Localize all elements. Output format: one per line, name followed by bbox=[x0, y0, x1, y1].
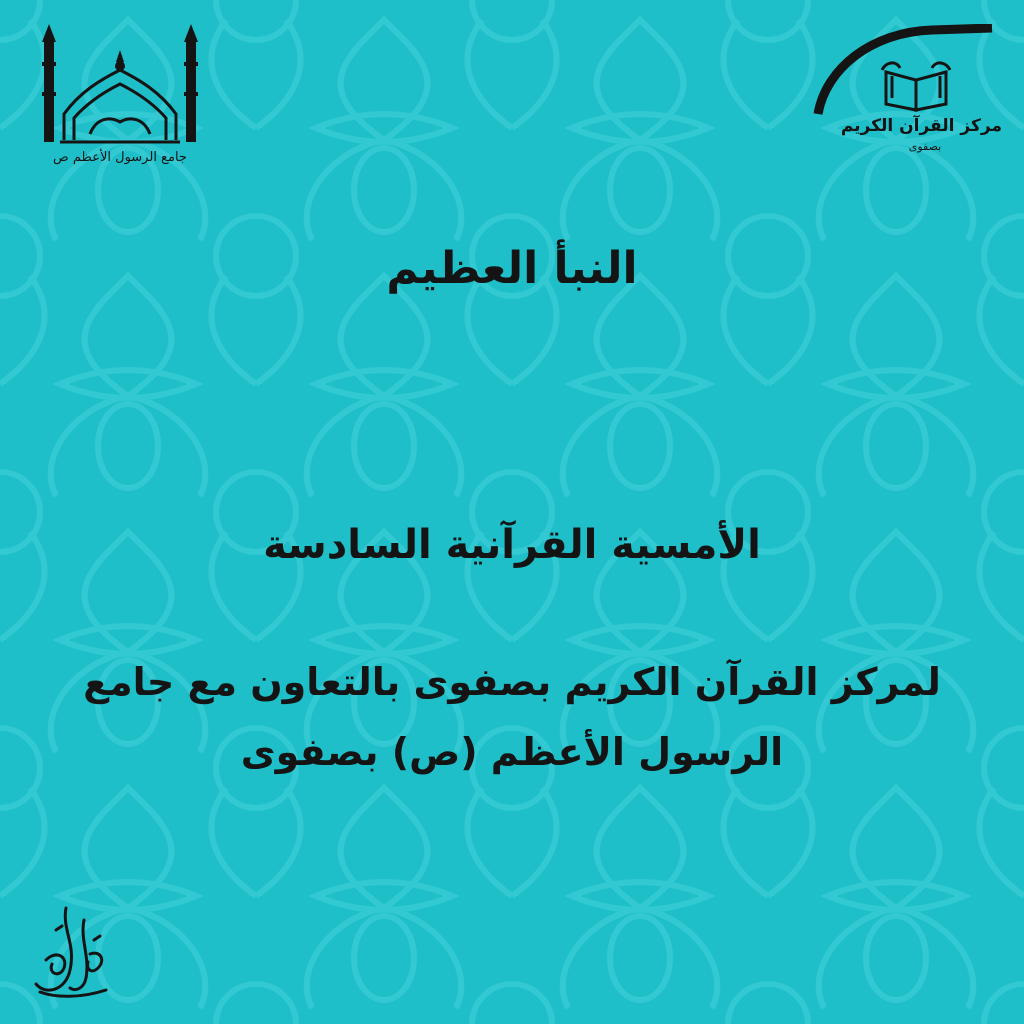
organizer-line-1: لمركز القرآن الكريم بصفوى بالتعاون مع جامع bbox=[83, 660, 941, 704]
quran-center-logo-title: مركز القرآن الكريم bbox=[840, 116, 1002, 136]
page-title: النبأ العظيم bbox=[386, 243, 638, 294]
mosque-logo bbox=[30, 22, 210, 182]
quran-center-logo-subtitle: بصفوى bbox=[908, 140, 942, 153]
mosque-logo-caption: جامع الرسول الأعظم ص bbox=[53, 150, 187, 165]
mosque-icon bbox=[30, 22, 210, 152]
organizer-line-2: الرسول الأعظم (ص) بصفوى bbox=[240, 730, 784, 774]
evening-subtitle: الأمسية القرآنية السادسة bbox=[263, 522, 761, 568]
calligraphy-signature bbox=[26, 900, 116, 1000]
open-book-icon bbox=[812, 24, 1002, 116]
calligraphy-signature-icon bbox=[26, 900, 116, 1000]
quran-center-logo bbox=[812, 24, 1002, 164]
